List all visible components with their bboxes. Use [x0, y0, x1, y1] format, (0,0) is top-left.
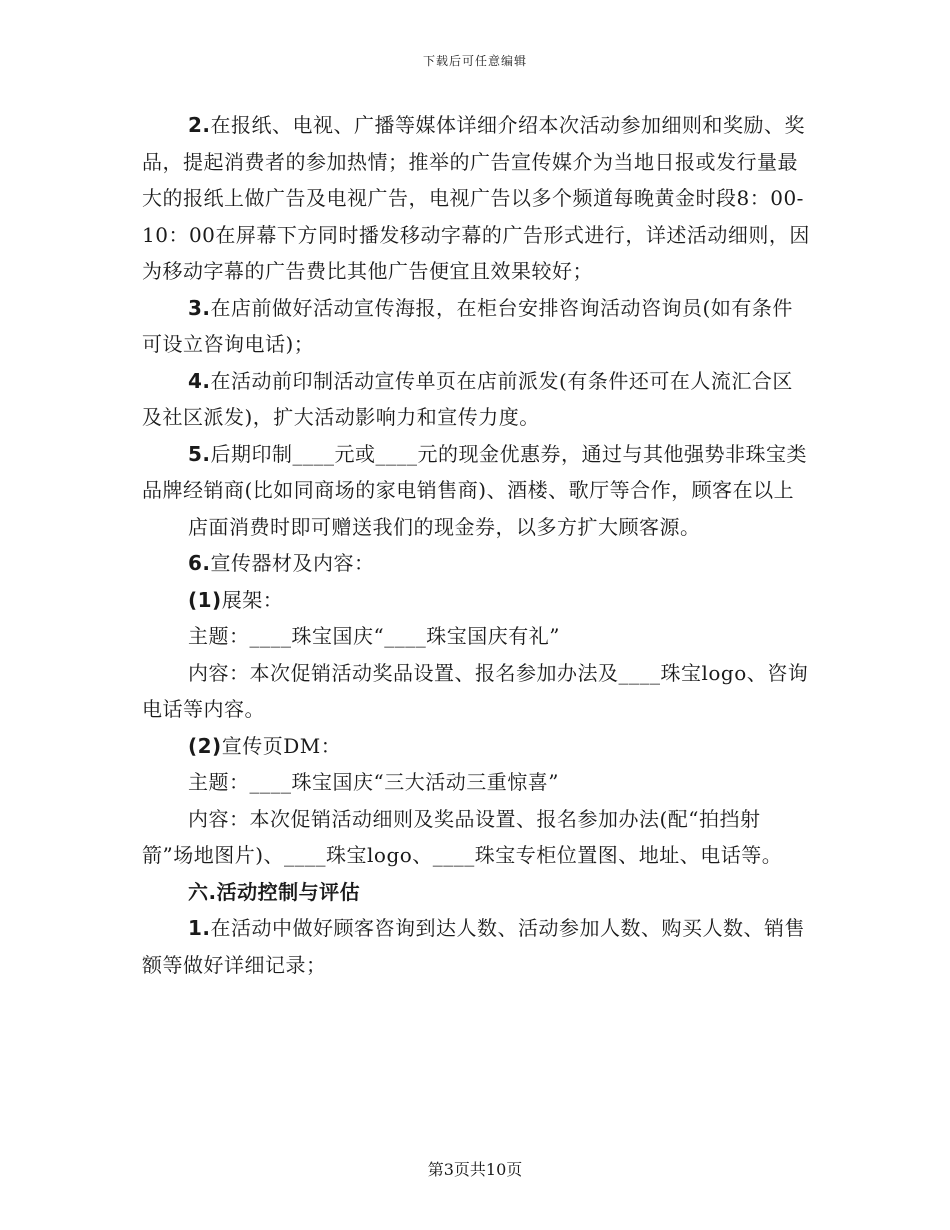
section-heading: 六.活动控制与评估	[188, 879, 361, 904]
theme-line-2: 主题：____珠宝国庆“三大活动三重惊喜”	[188, 770, 559, 794]
item-number: (2)	[188, 733, 222, 758]
paragraph-text: 在活动中做好顾客咨询到达人数、活动参加人数、购买人数、销售额等做好详细记录；	[142, 916, 806, 977]
paragraph-text: 展架：	[221, 587, 284, 612]
item-number: 2.	[188, 113, 211, 137]
paragraph-text: 宣传页DM：	[221, 733, 342, 758]
page-header: 下载后可任意编辑	[422, 54, 527, 68]
paragraph-text: 后期印制____元或____元的现金优惠券，通过与其他强势非珠宝类品牌经销商(比如同商场的家电销售商)、酒楼、歌厅等合作，顾客在以上	[142, 441, 808, 502]
item-number: 4.	[188, 368, 211, 393]
paragraph-text: 在报纸、电视、广播等媒体详细介绍本次活动参加细则和奖励、奖品，提起消费者的参加热情；推举的广告宣传媒介为当地日报或发行量最大的报纸上做广告及电视广告，电视广告以多个频道每晚黄金时段8：00-10：00在屏幕下方同时播发移动字幕的广告形式进行，详述活动细则，因为移动字幕的广告费比其他广告便宜且效果较好；	[142, 113, 810, 283]
item-number: (1)	[188, 587, 222, 612]
page-number: 第3页共10页	[427, 1160, 523, 1179]
paragraph-item-3	[142, 290, 812, 363]
paragraph-text: 宣传器材及内容：	[210, 551, 375, 575]
item-number: 5.	[188, 441, 211, 466]
subitem-2	[142, 728, 812, 765]
content-line-1: 内容：本次促销活动奖品设置、报名参加办法及____珠宝logo、咨询电话等内容。	[142, 660, 809, 721]
theme-line-1: 主题：____珠宝国庆“____珠宝国庆有礼”	[188, 624, 560, 648]
paragraph-item-4	[142, 363, 812, 436]
document-body	[142, 107, 812, 983]
item-number: 1.	[188, 916, 211, 940]
paragraph-text: 在店前做好活动宣传海报，在柜台安排咨询活动咨询员(如有条件可设立咨询电话)；	[142, 295, 793, 356]
paragraph-item-5	[142, 436, 812, 509]
paragraph-text: 在活动前印制活动宣传单页在店前派发(有条件还可在人流汇合区及社区派发)，扩大活动影响力和宣传力度。	[142, 368, 793, 429]
item-number: 3.	[188, 295, 211, 320]
content-line-2: 内容：本次促销活动细则及奖品设置、报名参加办法(配“拍挡射箭”场地图片)、____珠宝logo、____珠宝专柜位置图、地址、电话等。	[142, 806, 783, 867]
paragraph-item-1	[142, 910, 812, 983]
paragraph-continuation: 店面消费时即可赠送我们的现金券，以多方扩大顾客源。	[188, 514, 701, 539]
paragraph-item-6	[142, 545, 812, 582]
item-number: 6.	[188, 551, 211, 575]
paragraph-item-2	[142, 107, 812, 290]
subitem-1	[142, 582, 812, 619]
